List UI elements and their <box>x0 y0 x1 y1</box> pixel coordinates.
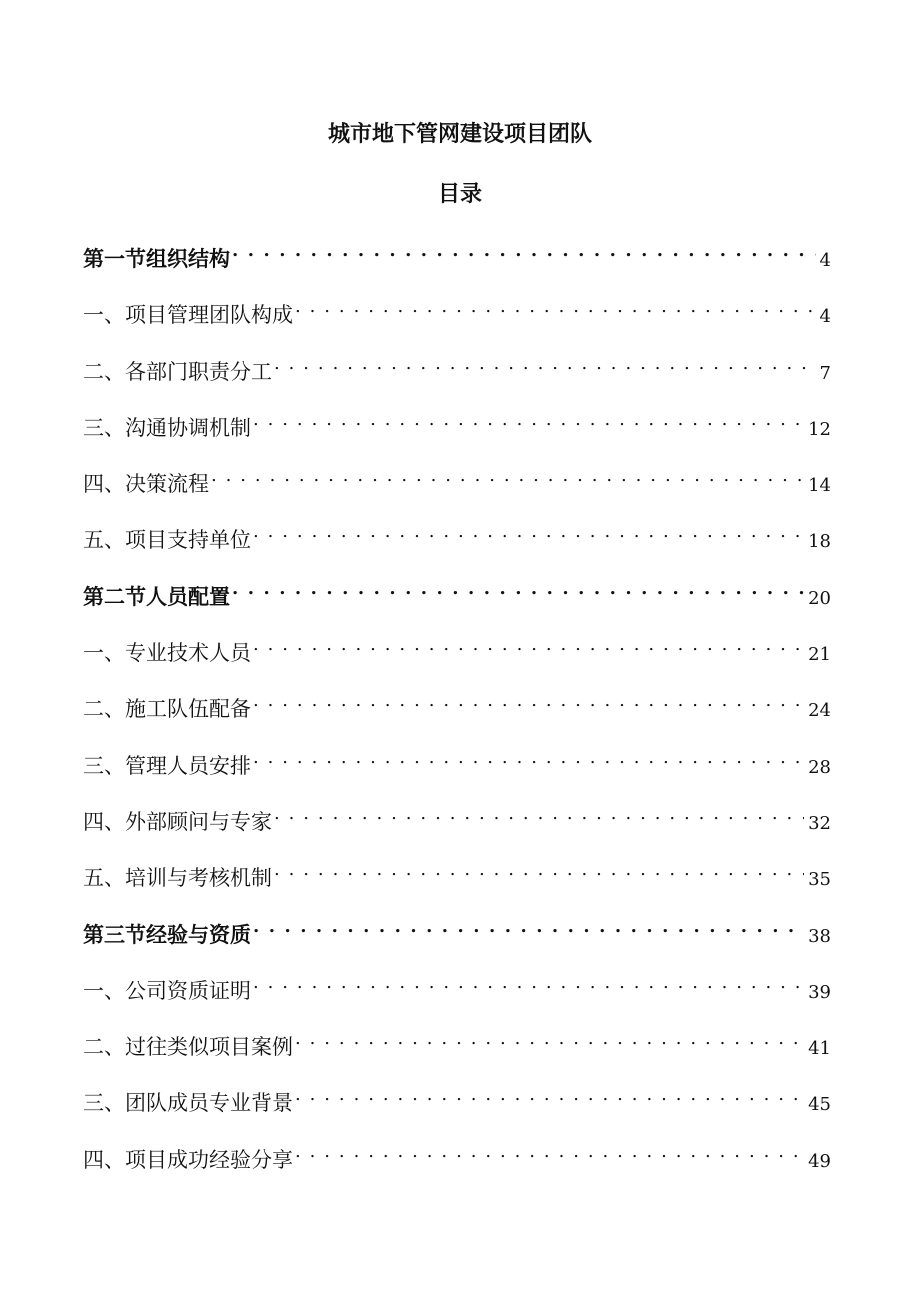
toc-entry-page-number: 39 <box>808 981 831 1003</box>
toc-entry-page-number: 35 <box>808 869 831 891</box>
toc-entry[interactable] <box>83 403 831 459</box>
toc-entry-page-number: 32 <box>808 812 831 834</box>
toc-entry-label: 一、专业技术人员 <box>83 641 251 666</box>
toc-section-entry[interactable] <box>83 234 831 290</box>
toc-dot-leader <box>253 684 804 716</box>
toc-entry-label: 第二节人员配置 <box>83 583 230 609</box>
toc-entry-page-number: 20 <box>808 587 831 609</box>
toc-dot-leader <box>274 853 804 885</box>
toc-entry-label: 四、外部顾问与专家 <box>83 809 272 834</box>
toc-entry[interactable] <box>83 347 831 403</box>
toc-entry-label: 四、项目成功经验分享 <box>83 1147 293 1172</box>
toc-entry-page-number: 7 <box>819 362 831 384</box>
table-of-contents <box>83 234 831 1191</box>
toc-dot-leader <box>232 572 804 604</box>
toc-entry-label: 四、决策流程 <box>83 472 209 497</box>
toc-entry-label: 第一节组织结构 <box>83 246 230 271</box>
toc-heading: 目录 <box>437 181 482 207</box>
toc-entry-page-number: 38 <box>808 925 831 947</box>
toc-entry-label: 五、培训与考核机制 <box>83 866 272 891</box>
toc-entry-page-number: 21 <box>808 644 831 666</box>
toc-entry-page-number: 4 <box>819 250 831 271</box>
toc-entry-page-number: 4 <box>819 306 831 328</box>
toc-entry[interactable] <box>83 515 831 571</box>
toc-dot-leader <box>253 628 804 660</box>
toc-entry-page-number: 45 <box>808 1094 831 1116</box>
toc-entry[interactable] <box>83 684 831 740</box>
toc-dot-leader <box>295 290 816 322</box>
toc-entry-label: 三、沟通协调机制 <box>83 415 251 440</box>
toc-entry[interactable] <box>83 459 831 515</box>
toc-section-entry[interactable] <box>83 910 831 966</box>
toc-entry[interactable] <box>83 797 831 853</box>
toc-entry-page-number: 24 <box>808 700 831 722</box>
toc-dot-leader <box>211 459 804 491</box>
toc-dot-leader <box>274 347 816 379</box>
toc-dot-leader <box>253 966 804 998</box>
toc-entry[interactable] <box>83 1135 831 1191</box>
toc-dot-leader <box>253 741 804 773</box>
toc-entry-label: 五、项目支持单位 <box>83 528 251 553</box>
document-title: 城市地下管网建设项目团队 <box>327 121 592 147</box>
toc-dot-leader <box>295 1078 804 1110</box>
toc-entry-page-number: 41 <box>808 1038 831 1060</box>
toc-entry[interactable] <box>83 1078 831 1134</box>
toc-section-entry[interactable] <box>83 572 831 628</box>
toc-dot-leader <box>253 910 804 942</box>
toc-dot-leader <box>295 1022 804 1054</box>
toc-dot-leader <box>295 1135 804 1167</box>
toc-entry-label: 一、公司资质证明 <box>83 978 251 1003</box>
toc-entry-label: 第三节经验与资质 <box>83 921 251 947</box>
toc-entry-label: 二、各部门职责分工 <box>83 359 272 384</box>
toc-entry[interactable] <box>83 966 831 1022</box>
toc-entry-page-number: 28 <box>808 756 831 778</box>
toc-entry[interactable] <box>83 853 831 909</box>
toc-entry-label: 三、团队成员专业背景 <box>83 1091 293 1116</box>
toc-entry-page-number: 49 <box>808 1150 831 1172</box>
toc-entry-label: 一、项目管理团队构成 <box>83 303 293 328</box>
toc-entry-label: 二、过往类似项目案例 <box>83 1035 293 1060</box>
toc-entry-page-number: 18 <box>808 531 831 553</box>
toc-entry[interactable] <box>83 1022 831 1078</box>
toc-entry-page-number: 14 <box>808 475 831 497</box>
toc-entry[interactable] <box>83 290 831 346</box>
toc-dot-leader <box>274 797 804 829</box>
toc-entry-label: 二、施工队伍配备 <box>83 697 251 722</box>
toc-entry-page-number: 12 <box>808 418 831 440</box>
toc-dot-leader <box>232 234 816 266</box>
toc-dot-leader <box>253 515 804 547</box>
toc-entry[interactable] <box>83 628 831 684</box>
toc-entry-label: 三、管理人员安排 <box>83 753 251 778</box>
toc-entry[interactable] <box>83 741 831 797</box>
toc-dot-leader <box>253 403 804 435</box>
